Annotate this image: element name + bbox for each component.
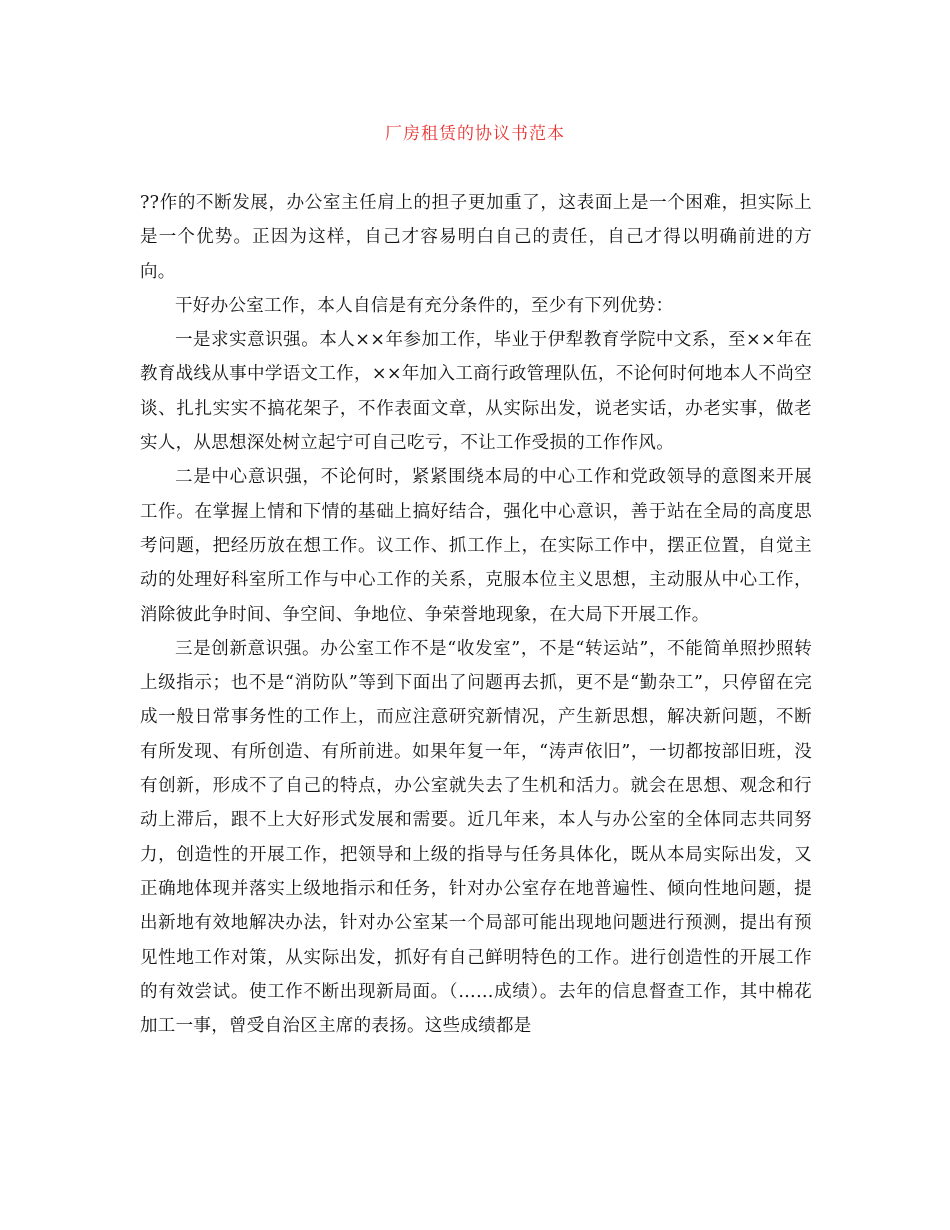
paragraph-4: 二是中心意识强，不论何时，紧紧围绕本局的中心工作和党政领导的意图来开展工作。在掌握上情和下情的基础上搞好结合，强化中心意识，善于站在全局的高度思考问题，把经历放在想工作。议工作、抓工作上，在实际工作中，摆正位置，自觉主动的处理好科室所工作与中心工作的关系，克服本位主义思想，主动服从中心工作，消除彼此争时间、争空间、争地位、争荣誉地现象，在大局下开展工作。 [140, 467, 812, 625]
paragraph-5: 三是创新意识强。办公室工作不是“收发室”，不是“转运站”，不能简单照抄照转上级指示；也不是“消防队”等到下面出了问题再去抓，更不是“勤杂工”，只停留在完成一般日常事务性的工作上，而应注意研究新情况，产生新思想，解决新问题，不断有所发现、有所创造、有所前进。如果年复一年，“涛声依旧”，一切都按部旧班，没有创新，形成不了自己的特点，办公室就失去了生机和活力。就会在思想、观念和行动上滞后，跟不上大好形式发展和需要。近几年来，本人与办公室的全体同志共同努力，创造性的开展工作，把领导和上级的指导与任务具体化，既从本局实际出发，又正确地体现并落实上级地指示和任务，针对办公室存在地普遍性、倾向性地问题，提出新地有效地解决办法，针对办公室某一个局部可能出现地问题进行预测，提出有预见性地工作对策，从实际出发，抓好有自己鲜明特色的工作。进行创造性的开展工作的有效尝试。使工作不断出现新局面。（……成绩）。去年的信息督查工作，其中棉花加工一事，曾受自治区主席的表扬。这些成绩都是 [140, 638, 812, 1037]
paragraph-1: ??作的不断发展，办公室主任肩上的担子更加重了，这表面上是一个困难，担实际上是一个优势。正因为这样，自己才容易明白自己的责任，自己才得以明确前进的方向。 [140, 193, 812, 282]
document-body [140, 186, 812, 1043]
paragraph-2: 干好办公室工作，本人自信是有充分条件的，至少有下列优势： [175, 295, 674, 316]
paragraph-3: 一是求实意识强。本人××年参加工作，毕业于伊犁教育学院中文系，至××年在教育战线从事中学语文工作，××年加入工商行政管理队伍，不论何时何地本人不尚空谈、扎扎实实不搞花架子，不作表面文章，从实际出发，说老实话，办老实事，做老实人，从思想深处树立起宁可自己吃亏，不让工作受损的工作作风。 [140, 330, 812, 454]
document-title: 厂房租赁的协议书范本 [385, 124, 565, 144]
